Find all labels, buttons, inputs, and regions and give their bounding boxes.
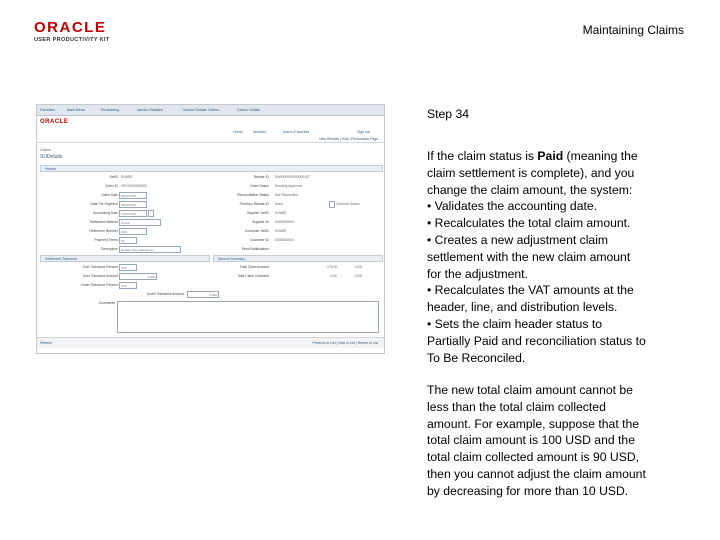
paragraph-1 bbox=[427, 148, 689, 366]
supplier-id-value: 0000000000 bbox=[275, 220, 294, 224]
rebate-id-value: RA0000000000000107 bbox=[275, 175, 310, 179]
customer-id-value: 0000000000 bbox=[275, 238, 294, 242]
text-line: • Recalculates the total claim amount. bbox=[427, 216, 631, 231]
field-label: Under Tolerance Percent bbox=[80, 283, 118, 287]
text-line: total claim collected amount is 90 USD, bbox=[427, 450, 640, 465]
logo-wordmark: ORACLE bbox=[34, 19, 107, 36]
text-line: If the claim status is Paid (meaning the bbox=[427, 149, 638, 163]
field-label: Date For Payment bbox=[90, 202, 118, 206]
logo-subtitle: USER PRODUCTIVITY KIT bbox=[34, 37, 110, 43]
page-title: SUDetails bbox=[40, 154, 63, 160]
reference-input[interactable]: 0001 bbox=[119, 228, 147, 235]
accounting-date-input[interactable]: 10/07/2009 bbox=[119, 210, 147, 217]
nav-claims-details[interactable]: Claims Details bbox=[237, 108, 260, 112]
field-label: Payment Terms bbox=[94, 238, 118, 242]
field-label: Reference Number bbox=[89, 229, 118, 233]
field-label: Total Claim Amount bbox=[239, 265, 269, 269]
override-checkbox[interactable] bbox=[329, 201, 335, 208]
total-claim-amount: 175.00 bbox=[327, 265, 338, 269]
text-line: by decreasing for more than 10 USD. bbox=[427, 483, 629, 498]
oracle-upk-logo bbox=[34, 20, 134, 43]
currency: USD bbox=[355, 274, 363, 278]
field-label: Total Claim Collected bbox=[237, 274, 269, 278]
field-label: Supplier SetID bbox=[247, 211, 269, 215]
field-label: Settlement Method bbox=[89, 220, 118, 224]
currency: USD bbox=[355, 265, 363, 269]
field-label: Claim Date bbox=[101, 193, 118, 197]
text-line: header, line, and distribution levels. bbox=[427, 300, 618, 315]
over-amount-input[interactable]: 0.000 bbox=[119, 273, 157, 280]
screenshot-logo: ORACLE bbox=[40, 119, 69, 125]
settlement-method-select[interactable]: Check bbox=[119, 219, 161, 226]
text-line: less than the total claim collected bbox=[427, 399, 606, 414]
field-label: Supplier ID bbox=[252, 220, 269, 224]
page-toolbar bbox=[37, 136, 384, 143]
field-label: Under Tolerance Amount bbox=[146, 292, 184, 296]
claim-status-value: Pending Approval bbox=[275, 184, 302, 188]
field-label: Previous Rebate ID bbox=[239, 202, 269, 206]
payment-date-input[interactable]: 09/22/2009 bbox=[119, 201, 147, 208]
step-label: Step 34 bbox=[427, 107, 470, 121]
field-label: Reconciliation Status bbox=[237, 193, 269, 197]
text-line: Partially Paid and reconciliation status to bbox=[427, 333, 646, 348]
comments-textarea[interactable] bbox=[117, 301, 379, 333]
breadcrumb-bar bbox=[37, 105, 384, 116]
paragraph-2 bbox=[427, 382, 689, 500]
customer-setid-value: SHARE bbox=[275, 229, 287, 233]
header-section-label: Header bbox=[45, 166, 57, 171]
claim-id-value: VRC0000000000 bbox=[121, 184, 148, 188]
text-line: for the adjustment. bbox=[427, 266, 528, 281]
description-input[interactable]: Rebate claim adjustment bbox=[119, 246, 181, 253]
field-label: Description bbox=[101, 247, 118, 251]
field-label: Comments bbox=[98, 301, 115, 305]
link-home[interactable]: Home bbox=[233, 130, 243, 134]
total-claim-collected: 0.00 bbox=[330, 274, 337, 278]
text-line: To Be Reconciled. bbox=[427, 350, 526, 365]
nav-vendor-rebates[interactable]: Vendor Rebates bbox=[137, 108, 163, 112]
text-line: then you cannot adjust the claim amount bbox=[427, 466, 646, 481]
reconciliation-status-value: Not Reconciled bbox=[275, 193, 298, 197]
text-line: • Validates the accounting date. bbox=[427, 199, 598, 214]
field-label: Rebate ID bbox=[253, 175, 269, 179]
field-label: Accounting Date bbox=[93, 211, 118, 215]
text-line: total claim amount is 100 USD and the bbox=[427, 433, 635, 448]
text-line: change the claim amount, the system: bbox=[427, 182, 633, 197]
field-label: Over Tolerance Amount bbox=[82, 274, 118, 278]
field-label: Claim Status bbox=[249, 184, 269, 188]
field-label: Customer ID bbox=[249, 238, 269, 242]
text-line: settlement with the new claim amount bbox=[427, 249, 631, 264]
bold-word: Paid bbox=[537, 149, 564, 163]
header-section-bar[interactable] bbox=[40, 165, 383, 172]
tolerance-section-bar[interactable] bbox=[40, 255, 210, 262]
link-worklist[interactable]: Worklist bbox=[253, 130, 266, 134]
calendar-icon[interactable] bbox=[148, 210, 154, 217]
text-line: • Recalculates the VAT amounts at the bbox=[427, 283, 634, 298]
claims-screenshot bbox=[36, 104, 385, 354]
field-label: Over Tolerance Percent bbox=[82, 265, 118, 269]
payment-terms-input[interactable]: 00 bbox=[119, 237, 137, 244]
under-percent-input[interactable]: 0.00 bbox=[119, 282, 137, 289]
previous-rebate-value: None bbox=[275, 202, 284, 206]
under-amount-input[interactable]: 0.000 bbox=[187, 291, 219, 298]
toolbar-links[interactable]: New Window | Help | Personalize Page bbox=[319, 137, 378, 141]
nav-purchasing[interactable]: Purchasing bbox=[101, 108, 119, 112]
summary-section-label: Amount Summary bbox=[218, 256, 246, 261]
link-sign-out[interactable]: Sign out bbox=[357, 130, 371, 134]
field-label: Claim ID bbox=[105, 184, 118, 188]
text-line: The new total claim amount cannot be bbox=[427, 383, 633, 397]
list-navigation[interactable]: Previous in List | Next in List | Return to List bbox=[312, 341, 378, 345]
claim-date-input[interactable]: 09/22/2009 bbox=[119, 192, 147, 199]
slide-title: Maintaining Claims bbox=[582, 23, 684, 37]
field-label: SetID bbox=[109, 175, 118, 179]
setid-value: SHARE bbox=[121, 175, 133, 179]
field-label: Customer SetID bbox=[244, 229, 269, 233]
text-line: amount. For example, suppose that the bbox=[427, 416, 640, 431]
nav-rebate-claims[interactable]: Vendor Rebate Claims bbox=[183, 108, 219, 112]
page-header: Claims bbox=[40, 148, 51, 152]
text-line: claim settlement is complete), and you bbox=[427, 165, 635, 180]
override-label: Override Status bbox=[336, 202, 360, 206]
over-percent-input[interactable]: 0.00 bbox=[119, 264, 137, 271]
tolerance-section-label: Settlement Tolerance bbox=[45, 256, 77, 261]
refresh-button[interactable]: Refresh bbox=[40, 341, 52, 345]
page-footer bbox=[37, 337, 384, 348]
nav-main-menu[interactable]: Main Menu bbox=[67, 108, 85, 112]
link-add-favorites[interactable]: Add to Favorites bbox=[283, 130, 310, 134]
text-line: • Creates a new adjustment claim bbox=[427, 232, 609, 247]
field-label: Send Notifications bbox=[241, 247, 269, 251]
summary-section-bar[interactable] bbox=[213, 255, 383, 262]
nav-favorites[interactable]: Favorites bbox=[40, 108, 55, 112]
supplier-setid-value: SHARE bbox=[275, 211, 287, 215]
text-line: • Sets the claim header status to bbox=[427, 316, 602, 331]
